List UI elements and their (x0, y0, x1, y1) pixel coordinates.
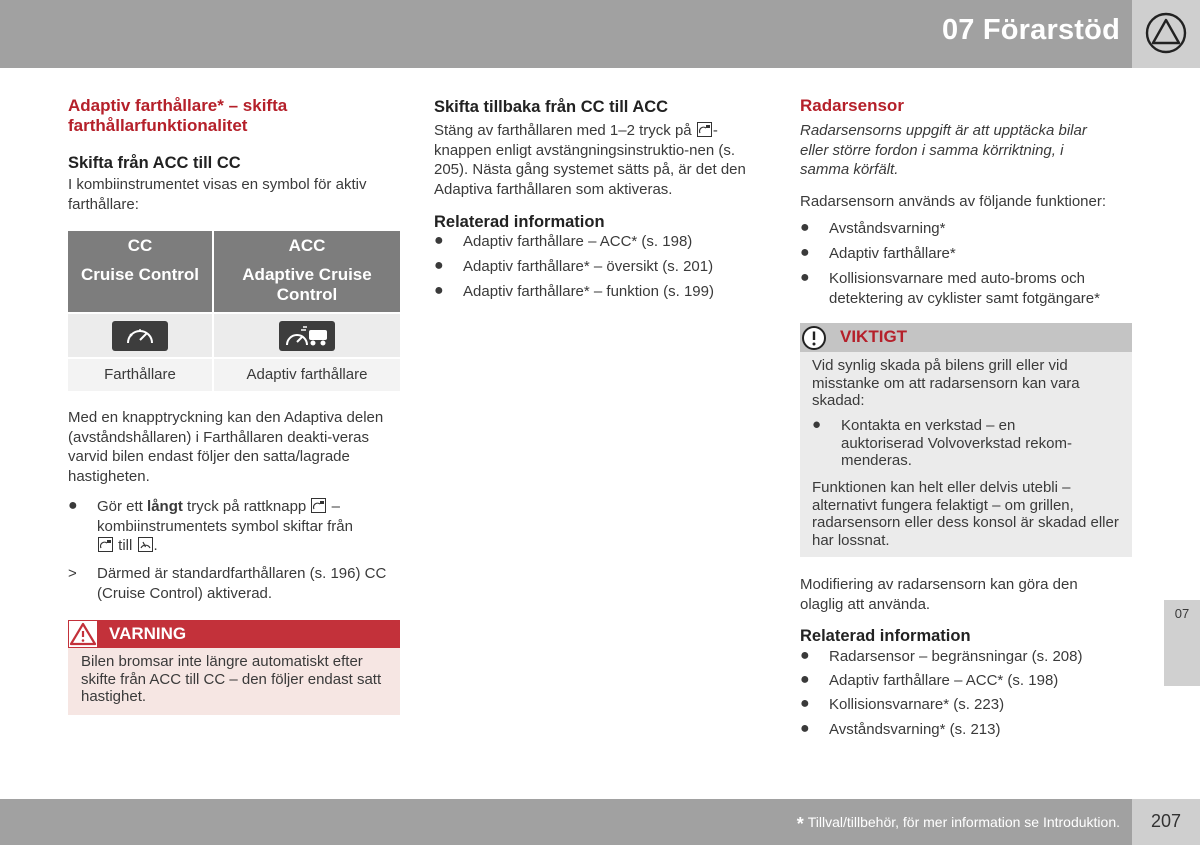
cc-symbol-icon (138, 537, 153, 552)
function-label: Adaptiv farthållare* (829, 245, 956, 262)
cc-to-acc-rest: knappen enligt avstängningsinstruktio-nen (s. 205). Nästa gång systemet sätts på, är det den Adaptiva farthållaren som aktiveras. (434, 141, 746, 198)
important-text-2: Funktionen kan helt eller delvis utebli – alternativt fungera felaktigt – om grillen, radarsensorn eller dess konsol är skadad eller har lossnat. (812, 479, 1119, 549)
table-header-acc (214, 231, 400, 312)
radar-intro: Radarsensorns uppgift är att upptäcka bilar eller större fordon i samma körriktning, i samma körfält. (800, 122, 1087, 178)
related-link[interactable]: Adaptiv farthållare* – översikt (s. 201) (463, 258, 714, 275)
bullet-dash: – (327, 498, 340, 515)
modify-text: Modifiering av radarsensorn kan göra den olaglig att använda. (800, 576, 1078, 613)
warning-label: VARNING (109, 624, 187, 643)
chapter-side-tab[interactable] (1164, 600, 1200, 686)
table-label-acc: Adaptiv farthållare (214, 359, 400, 391)
related-title-col3: Relaterad information (800, 627, 971, 645)
footer-note-text: Tillval/tillbehör, för mer information se Introduktion. (807, 814, 1120, 830)
subheading-cc-to-acc: Skifta tillbaka från CC till ACC (434, 98, 669, 116)
related-link[interactable]: Adaptiv farthållare – ACC* (s. 198) (463, 233, 693, 250)
result-text: Därmed är standardfarthållaren (s. 196) CC (Cruise Control) aktiverad. (97, 565, 387, 602)
bullet-line2: kombiinstrumentets symbol skiftar från (97, 517, 353, 535)
bullet-post: tryck på rattknapp (182, 498, 307, 515)
section-title-radar: Radarsensor (800, 96, 904, 115)
acc-abbr: ACC (288, 236, 326, 255)
cc-to-acc-dash: - (712, 122, 718, 139)
steering-wheel-button-icon (311, 498, 326, 513)
bullet-end: . (153, 537, 158, 554)
bullet-till: till (114, 537, 137, 554)
table-icon-cell-acc (214, 314, 400, 357)
symbol-table (68, 231, 400, 391)
warning-triangle-icon (69, 621, 97, 647)
bullet-dot: ● (68, 497, 78, 514)
section-title-acc: Adaptiv farthållare* – skifta farthållarfunktionalitet (68, 96, 288, 135)
related-link[interactable]: Adaptiv farthållare* – funktion (s. 199) (463, 283, 714, 300)
important-bullet-text: Kontakta en verkstad – en auktoriserad Volvoverkstad rekom-menderas. (841, 417, 1072, 469)
footer-note (797, 814, 1120, 835)
related-link[interactable]: Avståndsvarning* (s. 213) (829, 721, 1001, 738)
page-number-box (1132, 799, 1200, 845)
related-link[interactable]: Radarsensor – begränsningar (s. 208) (829, 648, 1083, 665)
chapter-title: 07 Förarstöd (941, 14, 1120, 46)
important-label: VIKTIGT (840, 327, 908, 346)
table-header-cc (68, 231, 212, 312)
adaptive-cruise-icon (279, 321, 335, 351)
bullet-pre: Gör ett (97, 498, 148, 515)
function-label: Avståndsvarning* (829, 220, 946, 237)
bullet-bold: långt (147, 498, 183, 515)
radar-used-by: Radarsensorn används av följande funktioner: (800, 193, 1107, 210)
intro-text: I kombiinstrumentet visas en symbol för aktiv farthållare: (68, 176, 367, 213)
subheading-acc-to-cc: Skifta från ACC till CC (68, 154, 241, 172)
cc-name: Cruise Control (80, 265, 200, 284)
cc-to-acc-line1: Stäng av farthållaren med 1–2 tryck på (434, 122, 692, 139)
result-marker: > (68, 565, 77, 582)
related-link[interactable]: Kollisionsvarnare* (s. 223) (829, 696, 1005, 713)
table-label-cc: Farthållare (68, 359, 212, 391)
header-icon-box (1132, 0, 1200, 68)
warning-header (68, 620, 400, 648)
acc-name: Adaptive Cruise Control (242, 265, 372, 304)
related-link[interactable]: Adaptiv farthållare – ACC* (s. 198) (829, 672, 1059, 689)
cc-abbr: CC (127, 236, 153, 255)
important-header (800, 323, 1132, 352)
exclamation-icon (801, 325, 827, 351)
steering-wheel-button-icon (697, 122, 712, 137)
table-icon-cell-cc (68, 314, 212, 357)
cc-to-acc-text (434, 121, 770, 199)
side-tab-label: 07 (1174, 606, 1190, 621)
acc-symbol-icon (98, 537, 113, 552)
footer-star: * (796, 814, 804, 834)
important-box: VIKTIGT Vid synlig skada på bilens grill eller vid misstanke om att radarsensorn kan vara skadad: ● Kontakta en verkstad – en auktoriserad Volvoverkstad rekom-menderas. Funktionen kan helt eller delvis utebli – alternativt fungera felaktigt – om grillen, radarsensorn eller dess konsol är skadad eller har lossnat. (800, 323, 1132, 557)
related-title-col2: Relaterad information (434, 213, 605, 231)
warning-text: Bilen bromsar inte längre automatiskt efter skifte från ACC till CC – den följer endast satt hastighet. (81, 653, 382, 705)
warning-triangle-icon (1144, 12, 1188, 54)
cruise-control-icon (112, 321, 168, 351)
page-number: 207 (1150, 811, 1182, 831)
warning-box (68, 620, 400, 715)
description-paragraph: Med en knapptryckning kan den Adaptiva delen (avståndshållaren) i Farthållaren deakti-veras varvid bilen endast följer den satta/lagrade hastigheten. (68, 409, 384, 485)
important-text-1: Vid synlig skada på bilens grill eller vid misstanke om att radarsensorn kan vara skadad: (812, 357, 1080, 409)
function-label: Kollisionsvarnare med auto-broms och detektering av cyklister samt fotgängare* (829, 270, 1100, 307)
